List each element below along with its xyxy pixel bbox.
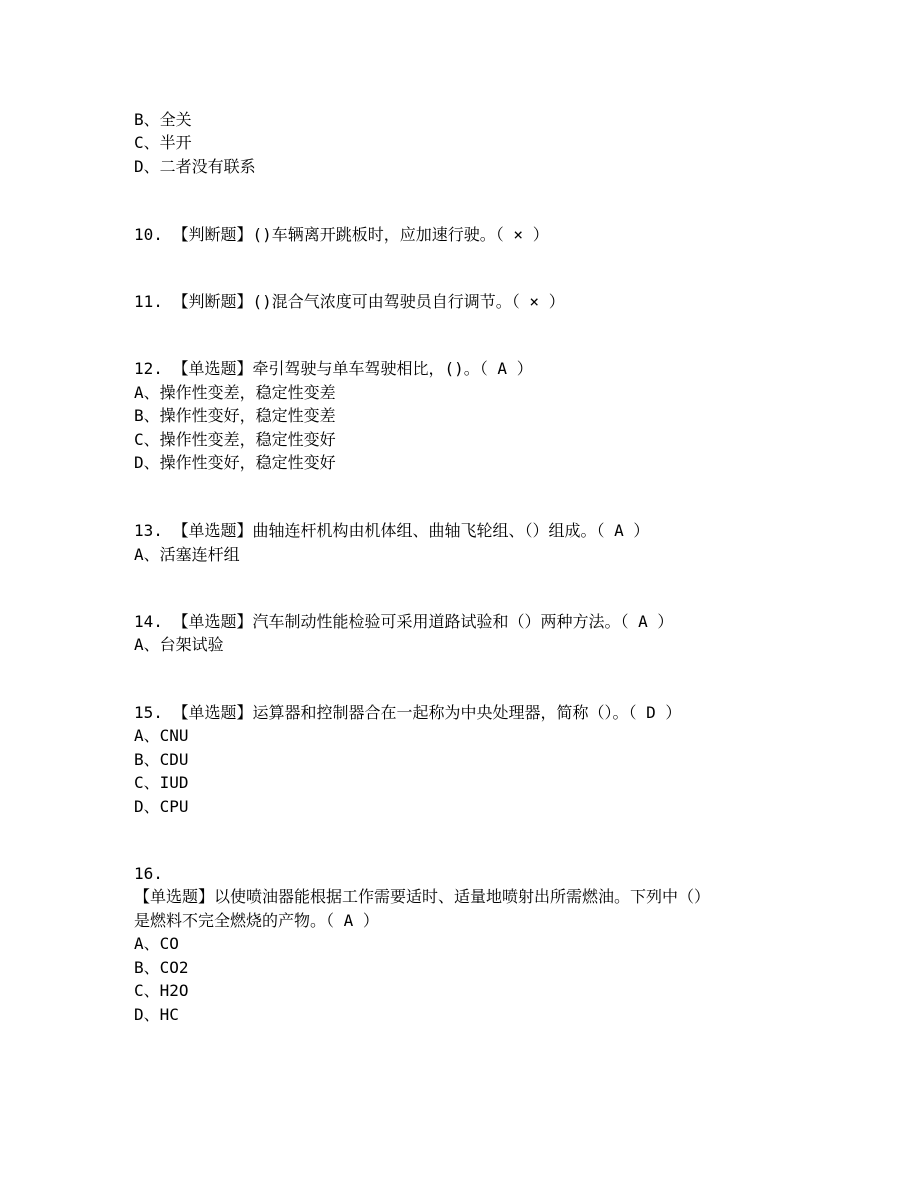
- q15-option-a: A、CNU: [134, 726, 189, 745]
- question-12-text: 12. 【单选题】牵引驾驶与单车驾驶相比，()。（ A ）: [134, 359, 533, 378]
- question-13-text: 13. 【单选题】曲轴连杆机构由机体组、曲轴飞轮组、（）组成。（ A ）: [134, 521, 650, 540]
- q9-option-c: C、半开: [134, 133, 192, 152]
- q16-option-b: B、CO2: [134, 958, 189, 977]
- q15-option-b: B、CDU: [134, 750, 189, 769]
- question-14-text: 14. 【单选题】汽车制动性能检验可采用道路试验和（）两种方法。（ A ）: [134, 612, 674, 631]
- question-16-line-2: 是燃料不完全燃烧的产物。（ A ）: [134, 911, 379, 930]
- q15-option-c: C、IUD: [134, 773, 189, 792]
- q16-option-a: A、CO: [134, 934, 179, 953]
- question-15-text: 15. 【单选题】运算器和控制器合在一起称为中央处理器，简称（）。（ D ）: [134, 703, 682, 722]
- q12-option-b: B、操作性变好，稳定性变差: [134, 406, 336, 425]
- q12-option-d: D、操作性变好，稳定性变好: [134, 453, 336, 472]
- q9-option-d: D、二者没有联系: [134, 157, 256, 176]
- q16-option-c: C、H2O: [134, 981, 189, 1000]
- question-16-number: 16.: [134, 864, 163, 883]
- q9-option-b: B、全关: [134, 110, 192, 129]
- question-11-text: 11. 【判断题】()混合气浓度可由驾驶员自行调节。（ × ）: [134, 292, 565, 311]
- q14-option-a: A、台架试验: [134, 635, 224, 654]
- q12-option-a: A、操作性变差，稳定性变差: [134, 383, 336, 402]
- q13-option-a: A、活塞连杆组: [134, 545, 240, 564]
- question-10-text: 10. 【判断题】()车辆离开跳板时，应加速行驶。（ × ）: [134, 225, 549, 244]
- q12-option-c: C、操作性变差，稳定性变好: [134, 430, 336, 449]
- q16-option-d: D、HC: [134, 1005, 179, 1024]
- question-16-line-1: 【单选题】以使喷油器能根据工作需要适时、适量地喷射出所需燃油。下列中（）: [134, 887, 711, 906]
- q15-option-d: D、CPU: [134, 797, 189, 816]
